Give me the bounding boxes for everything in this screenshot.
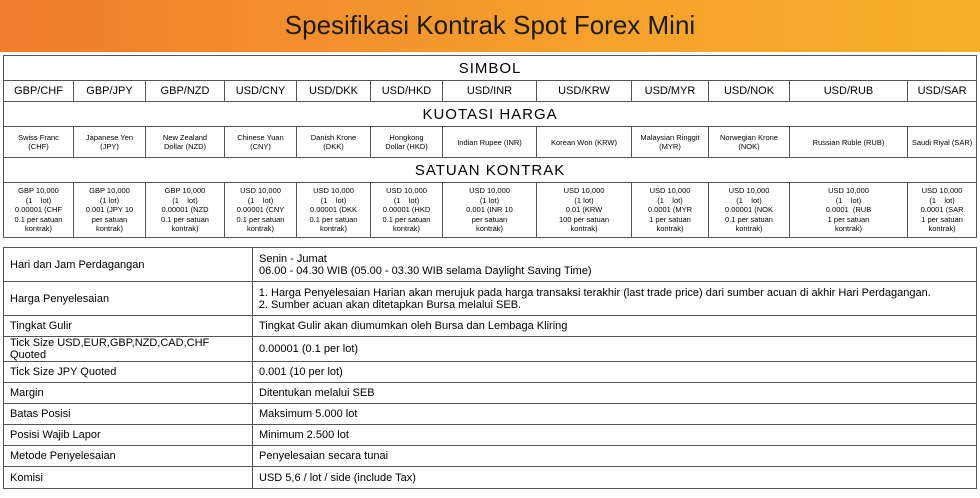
- unit-cell: [908, 183, 977, 238]
- unit-line: 0.0001 (RUB: [825, 205, 872, 215]
- spec-value: 0.001 (10 per lot): [253, 362, 977, 383]
- unit-line: kontrak): [319, 224, 348, 234]
- spec-row: [4, 316, 977, 337]
- unit-line: USD 10,000: [649, 186, 691, 196]
- unit-line: (1 lot): [479, 195, 500, 205]
- unit-line: (1 lot): [393, 195, 420, 205]
- unit-line: GBP 10,000: [18, 186, 59, 196]
- quote-line: Japanese Yen: [85, 133, 134, 142]
- quote-cell: [4, 127, 74, 158]
- unit-line: 1 per satuan: [649, 214, 691, 224]
- quote-line: (MYR): [659, 142, 681, 151]
- unit-line: 0.00001 (CNY: [236, 205, 285, 215]
- unit-line: USD 10,000: [386, 186, 427, 196]
- quote-line: (DKK): [323, 142, 344, 151]
- unit-line: USD 10,000: [240, 186, 281, 196]
- contract-spec-table: [3, 247, 977, 489]
- quote-line: (CHF): [28, 142, 49, 151]
- quote-cell: [74, 127, 146, 158]
- unit-line: per satuan: [91, 214, 128, 224]
- unit-line: (1 lot): [574, 195, 594, 205]
- unit-cell: [632, 183, 709, 238]
- unit-line: 0.00001 (CHF: [14, 205, 63, 215]
- unit-line: kontrak): [95, 224, 124, 234]
- unit-line: kontrak): [656, 224, 684, 234]
- quote-cell: [371, 127, 443, 158]
- unit-line: (1 lot): [657, 195, 683, 205]
- spec-row: [4, 383, 977, 404]
- quote-line: Russian Ruble (RUB): [812, 137, 885, 147]
- unit-line: 0.01 (KRW: [565, 205, 603, 215]
- spec-value-line: Senin - Jumat: [259, 252, 327, 265]
- unit-cell: [297, 183, 371, 238]
- symbol-cell: USD/DKK: [297, 81, 371, 102]
- unit-line: (1 lot): [99, 195, 120, 205]
- unit-line: USD 10,000: [921, 186, 963, 196]
- spec-label: Margin: [4, 383, 253, 404]
- quote-cell: [443, 127, 537, 158]
- spec-row: [4, 248, 977, 282]
- unit-line: 0.00001 (DKK: [309, 205, 358, 215]
- unit-line: 1 per satuan: [921, 214, 963, 224]
- unit-line: GBP 10,000: [89, 186, 130, 196]
- spec-value-item: 2. Sumber acuan akan ditetapkan Bursa melalui SEB.: [271, 299, 970, 311]
- unit-line: (1 lot): [835, 195, 862, 205]
- symbol-cell: GBP/NZD: [146, 81, 225, 102]
- unit-line: 0.1 per satuan: [161, 214, 209, 224]
- unit-line: kontrak): [246, 224, 275, 234]
- spec-label: Harga Penyelesaian: [4, 282, 253, 316]
- spec-row: [4, 467, 977, 489]
- unit-line: kontrak): [475, 224, 504, 234]
- unit-cell: [790, 183, 908, 238]
- quote-line: (CNY): [250, 142, 271, 151]
- section-header-quote: KUOTASI HARGA: [4, 102, 977, 127]
- quote-line: Hongkong: [389, 133, 424, 142]
- spec-label: Hari dan Jam Perdagangan: [4, 248, 253, 282]
- spec-value: Minimum 2.500 lot: [253, 425, 977, 446]
- spec-value-item: 1. Harga Penyelesaian Harian akan merujuk pada harga transaksi terakhir (last trade price) dari sumber acuan di akhir Hari Perdagangan.: [271, 287, 970, 299]
- symbol-cell: USD/SAR: [908, 81, 977, 102]
- unit-line: 1 per satuan: [827, 214, 870, 224]
- spec-value: Penyelesaian secara tunai: [253, 446, 977, 467]
- spec-value-list: [259, 287, 970, 311]
- quote-cell: [790, 127, 908, 158]
- quote-line: Malaysian Ringgit: [640, 133, 700, 142]
- unit-cell: [709, 183, 790, 238]
- unit-line: 0.00001 (HKD: [382, 205, 431, 215]
- spec-value: [253, 282, 977, 316]
- spec-value: USD 5,6 / lot / side (include Tax): [253, 467, 977, 489]
- unit-line: kontrak): [24, 224, 53, 234]
- unit-cell: [74, 183, 146, 238]
- quote-line: New Zealand: [162, 133, 208, 142]
- quote-line: Dollar (NZD): [163, 142, 207, 151]
- spec-value: Ditentukan melalui SEB: [253, 383, 977, 404]
- quote-line: Indian Rupee (INR): [457, 137, 522, 147]
- spec-row: [4, 425, 977, 446]
- symbol-cell: GBP/JPY: [74, 81, 146, 102]
- section-header-symbol: SIMBOL: [4, 56, 977, 81]
- spec-label: Tick Size JPY Quoted: [4, 362, 253, 383]
- symbol-cell: USD/RUB: [790, 81, 908, 102]
- spec-value: Tingkat Gulir akan diumumkan oleh Bursa dan Lembaga Kliring: [253, 316, 977, 337]
- unit-cell: [146, 183, 225, 238]
- quote-cell: [537, 127, 632, 158]
- quote-cell: [709, 127, 790, 158]
- spec-row: [4, 337, 977, 362]
- quote-line: (NOK): [738, 142, 760, 151]
- unit-line: 0.00001 (NZD: [161, 205, 209, 215]
- unit-line: kontrak): [171, 224, 199, 234]
- unit-line: (1 lot): [736, 195, 762, 205]
- unit-line: kontrak): [928, 224, 956, 234]
- unit-line: kontrak): [392, 224, 421, 234]
- unit-line: USD 10,000: [313, 186, 354, 196]
- spec-label: Batas Posisi: [4, 404, 253, 425]
- unit-line: per satuan: [471, 214, 508, 224]
- spec-row: [4, 282, 977, 316]
- quote-cell: [297, 127, 371, 158]
- quote-line: Swiss Franc: [18, 133, 59, 142]
- unit-line: (1 lot): [247, 195, 274, 205]
- symbol-cell: GBP/CHF: [4, 81, 74, 102]
- spec-label: Tingkat Gulir: [4, 316, 253, 337]
- quote-cell: [632, 127, 709, 158]
- quote-line: Norwegian Krone: [720, 133, 778, 142]
- unit-line: 100 per satuan: [558, 214, 610, 224]
- unit-cell: [225, 183, 297, 238]
- forex-symbols-table: [3, 55, 977, 238]
- unit-line: USD 10,000: [563, 186, 605, 196]
- quote-line: Chinese Yuan: [237, 133, 284, 142]
- spec-value-line: 06.00 - 04.30 WIB (05.00 - 03.30 WIB selama Daylight Saving Time): [259, 264, 592, 277]
- quote-cell: [225, 127, 297, 158]
- unit-line: 0.1 per satuan: [236, 214, 285, 224]
- unit-cell: [537, 183, 632, 238]
- symbol-cell: USD/MYR: [632, 81, 709, 102]
- spec-row: [4, 446, 977, 467]
- spec-label: Tick Size USD,EUR,GBP,NZD,CAD,CHF Quoted: [4, 337, 253, 362]
- symbol-cell: USD/KRW: [537, 81, 632, 102]
- spec-label: Posisi Wajib Lapor: [4, 425, 253, 446]
- quote-line: Korean Won (KRW): [551, 137, 617, 147]
- quote-cell: [908, 127, 977, 158]
- spec-value: 0.00001 (0.1 per lot): [253, 337, 977, 362]
- spec-label: Komisi: [4, 467, 253, 489]
- spec-row: [4, 362, 977, 383]
- quote-line: Saudi Riyal (SAR): [911, 137, 973, 147]
- quote-line: Danish Krone: [310, 133, 357, 142]
- title-banner: [0, 0, 980, 52]
- page-title: Spesifikasi Kontrak Spot Forex Mini: [284, 10, 696, 40]
- unit-line: 0.1 per satuan: [309, 214, 358, 224]
- unit-line: 0.1 per satuan: [14, 214, 63, 224]
- symbol-cell: USD/NOK: [709, 81, 790, 102]
- unit-line: kontrak): [735, 224, 763, 234]
- unit-cell: [443, 183, 537, 238]
- symbol-cell: USD/INR: [443, 81, 537, 102]
- unit-cell: [371, 183, 443, 238]
- spec-value: [253, 248, 977, 282]
- spec-label: Metode Penyelesaian: [4, 446, 253, 467]
- unit-line: 0.001 (INR 10: [466, 205, 513, 215]
- symbol-cell: USD/CNY: [225, 81, 297, 102]
- unit-line: (1 lot): [25, 195, 52, 205]
- unit-line: 0.1 per satuan: [725, 214, 773, 224]
- unit-line: 0.0001 (SAR: [920, 205, 964, 215]
- spec-row: [4, 404, 977, 425]
- symbol-cell: USD/HKD: [371, 81, 443, 102]
- unit-line: (1 lot): [320, 195, 347, 205]
- unit-line: USD 10,000: [469, 186, 510, 196]
- unit-cell: [4, 183, 74, 238]
- unit-line: 0.0001 (MYR: [647, 205, 693, 215]
- unit-line: kontrak): [570, 224, 598, 234]
- unit-line: (1 lot): [929, 195, 955, 205]
- quote-line: (JPY): [100, 142, 119, 151]
- unit-line: USD 10,000: [728, 186, 770, 196]
- unit-line: 0.00001 (NOK: [725, 205, 773, 215]
- spec-value: Maksimum 5.000 lot: [253, 404, 977, 425]
- unit-line: 0.1 per satuan: [382, 214, 431, 224]
- section-header-unit: SATUAN KONTRAK: [4, 158, 977, 183]
- unit-line: kontrak): [834, 224, 863, 234]
- unit-line: GBP 10,000: [164, 186, 206, 196]
- unit-line: (1 lot): [172, 195, 198, 205]
- unit-line: USD 10,000: [828, 186, 869, 196]
- unit-line: 0.001 (JPY 10: [85, 205, 134, 215]
- quote-cell: [146, 127, 225, 158]
- quote-line: Dollar (HKD): [385, 142, 428, 151]
